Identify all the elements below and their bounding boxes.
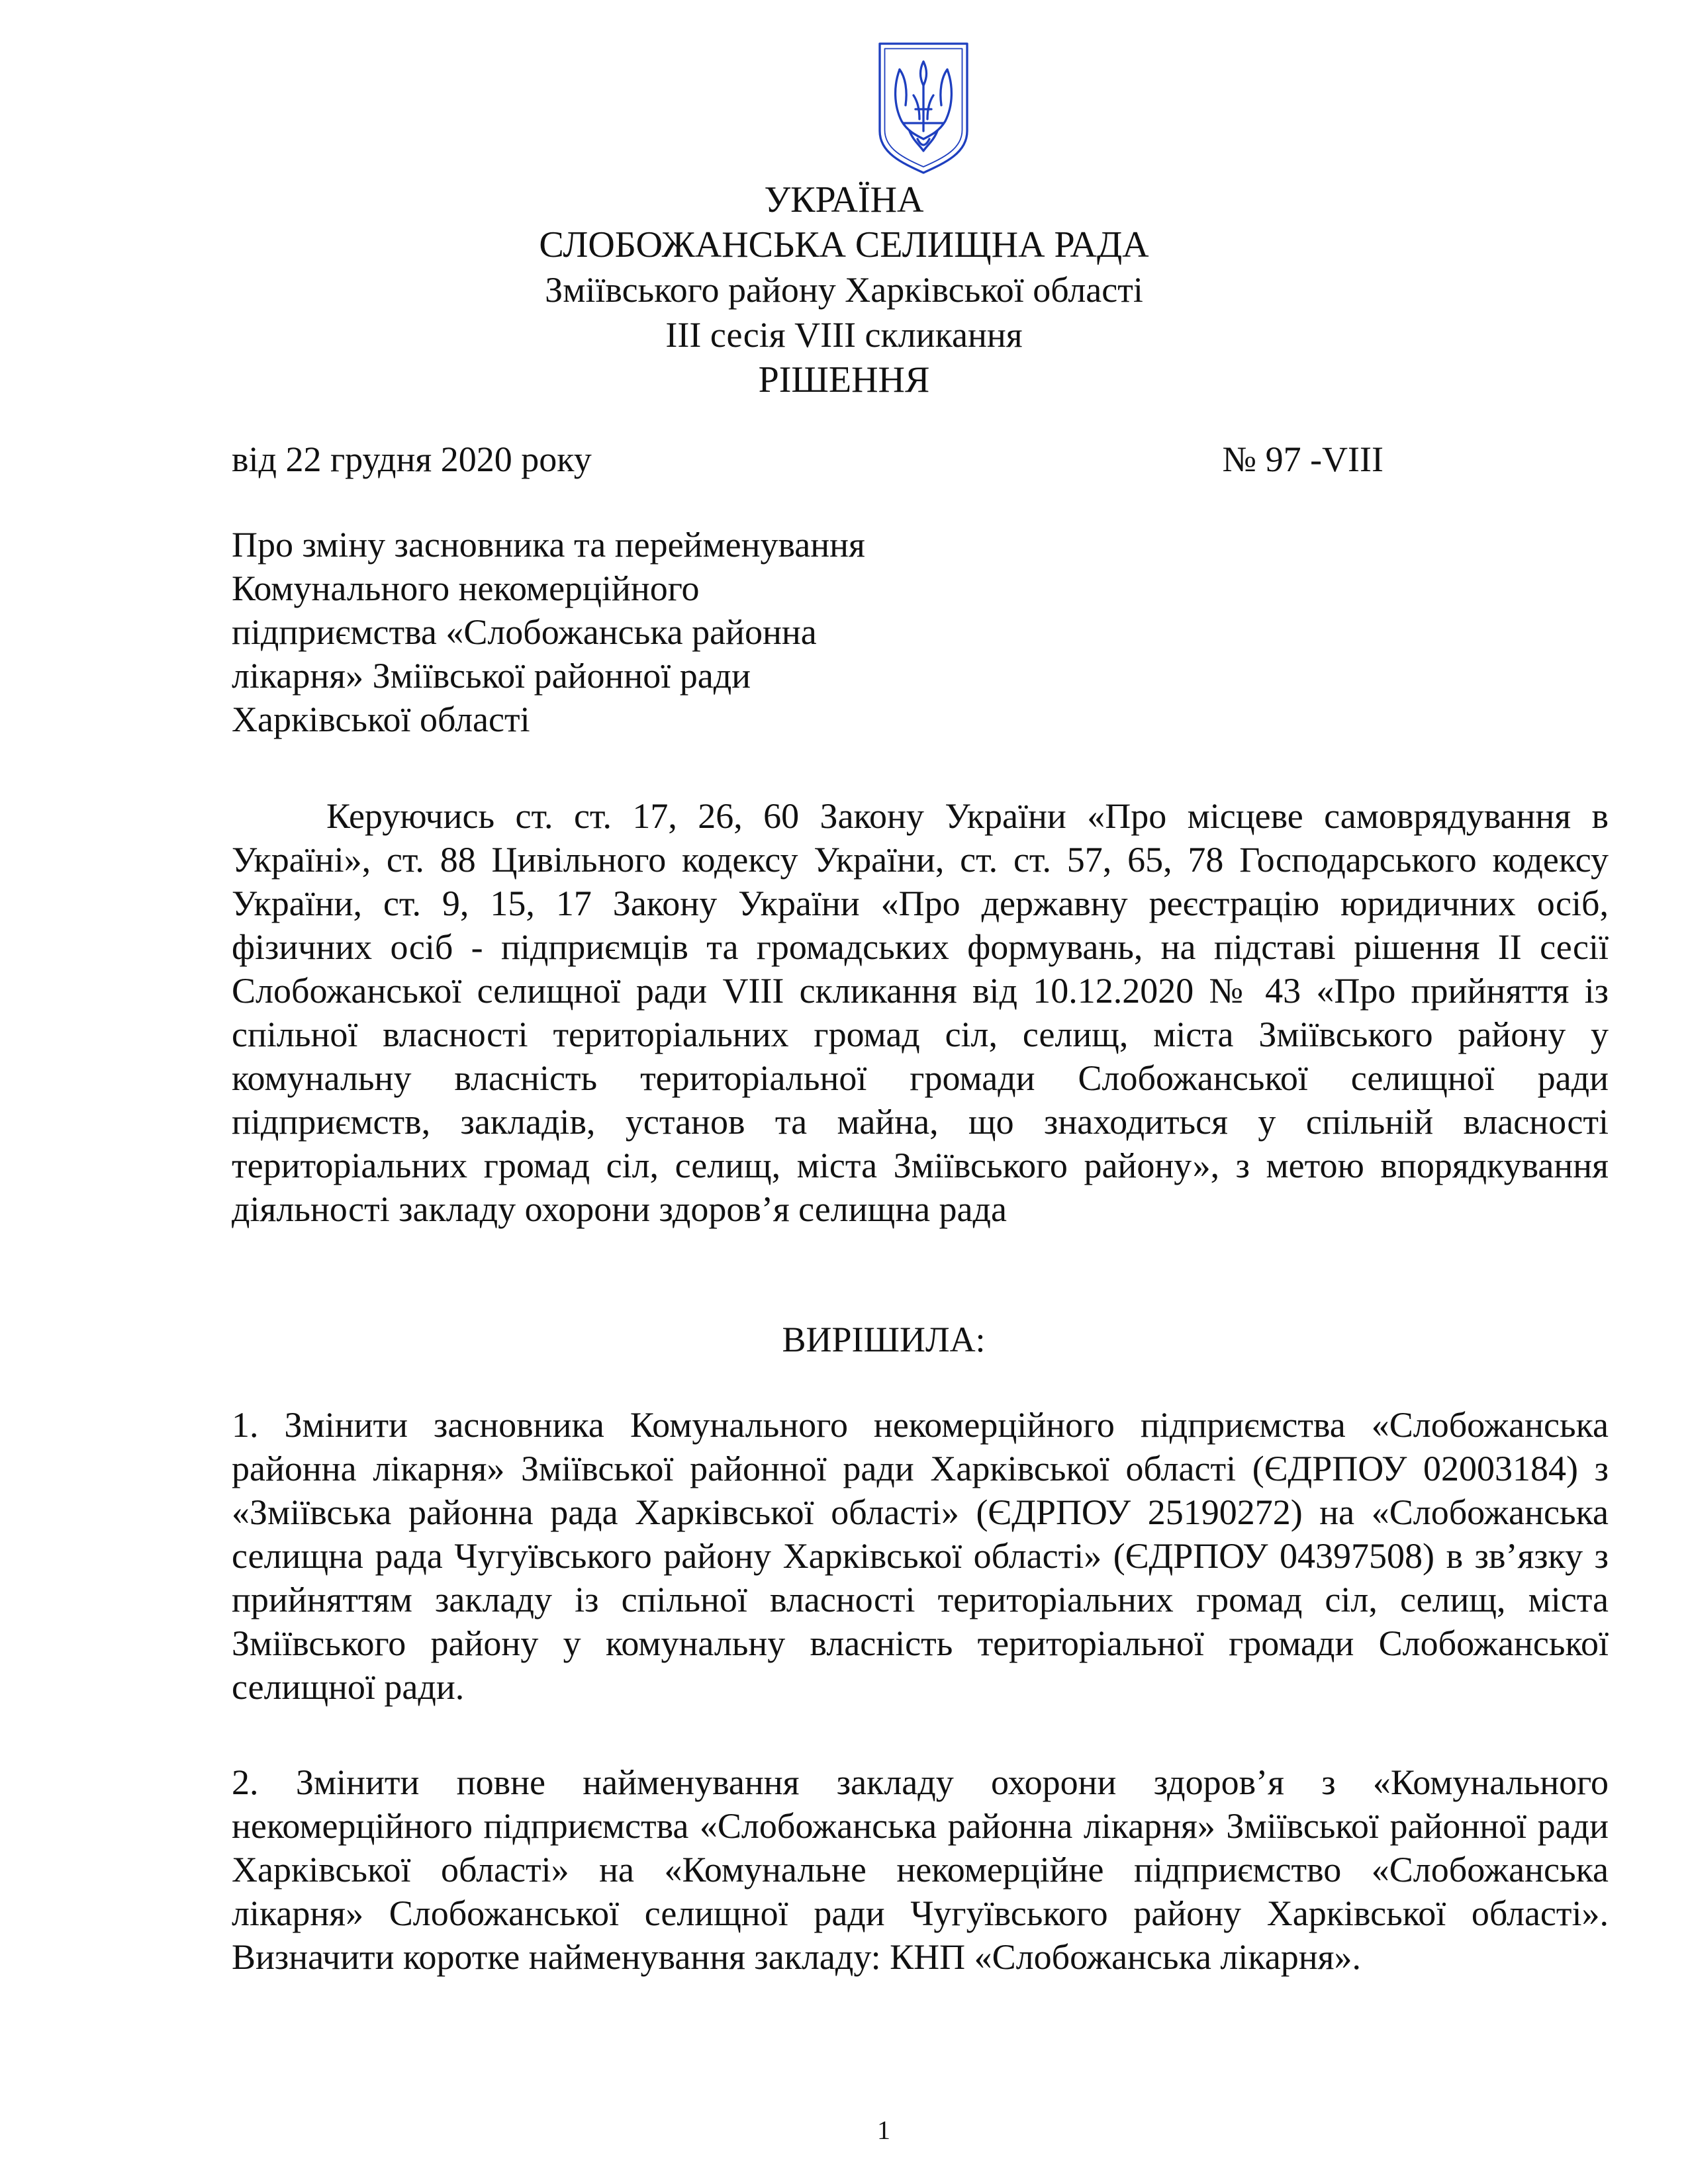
document-header (0, 177, 1688, 402)
subject-line: Про зміну засновника та перейменування (232, 525, 865, 565)
decision-subject (232, 523, 960, 741)
subject-line: Комунального некомерційного (232, 569, 700, 608)
coat-of-arms-of-ukraine-icon (874, 40, 973, 175)
district-name: Зміївського району Харківської області (545, 270, 1143, 310)
decision-item-1: 1. Змінити засновника Комунального некомерційного підприємства «Слобожанська районна лікарня» Зміївської районної ради Харківської області (ЄДРПОУ 02003184) з «Зміївська районна рада Харківської області» (ЄДРПОУ 25190272) на «Слобожанська селищна рада Чугуївського району Харківської області» (ЄДРПОУ 04397508) в зв’язку з прийняттям закладу із спільної власності територіальних громад сіл, селищ, міста Зміївського району у комунальну власність територіальної громади Слобожанської селищної ради. (232, 1405, 1609, 1707)
decision-number: № 97 -VIII (1222, 439, 1383, 479)
country-name: УКРАЇНА (764, 179, 924, 220)
decision-item-2: 2. Змінити повне найменування закладу охорони здоров’я з «Комунального некомерційного підприємства «Слобожанська районна лікарня» Зміївської районної ради Харківської області» на «Комунальне некомерційне підприємство «Слобожанська лікарня» Слобожанської селищної ради Чугуївського району Харківської області». Визначити коротке найменування закладу: КНП «Слобожанська лікарня». (232, 1762, 1609, 1977)
subject-line: лікарня» Зміївської районної ради (232, 656, 751, 696)
decision-date: від 22 грудня 2020 року (232, 439, 592, 479)
page-number: 1 (877, 2115, 890, 2145)
session-line: ІІІ сесія VIII скликання (665, 315, 1023, 355)
preamble-paragraph: Керуючись ст. ст. 17, 26, 60 Закону України «Про місцеве самоврядування в Україні», ст. 88 Цивільного кодексу України, ст. ст. 57, 65, 78 Господарського кодексу України, ст. 9, 15, 17 Закону України «Про державну реєстрацію юридичних осіб, фізичних осіб - підприємців та громадських формувань, на підставі рішення ІІ сесії Слобожанської селищної ради VIII скликання від 10.12.2020 № 43 «Про прийняття із спільної власності територіальних громад сіл, селищ, міста Зміївського району у комунальну власність територіальної громади Слобожанської селищної ради підприємств, закладів, установ та майна, що знаходиться у спільній власності територіальних громад сіл, селищ, міста Зміївського району», з метою впорядкування діяльності закладу охорони здоров’я селищна рада (232, 796, 1609, 1229)
decided-heading: ВИРІШИЛА: (782, 1320, 986, 1359)
council-name: СЛОБОЖАНСЬКА СЕЛИЩНА РАДА (539, 224, 1149, 265)
subject-line: Харківської області (232, 700, 530, 739)
subject-line: підприємства «Слобожанська районна (232, 612, 817, 652)
document-type: РІШЕННЯ (758, 359, 930, 400)
